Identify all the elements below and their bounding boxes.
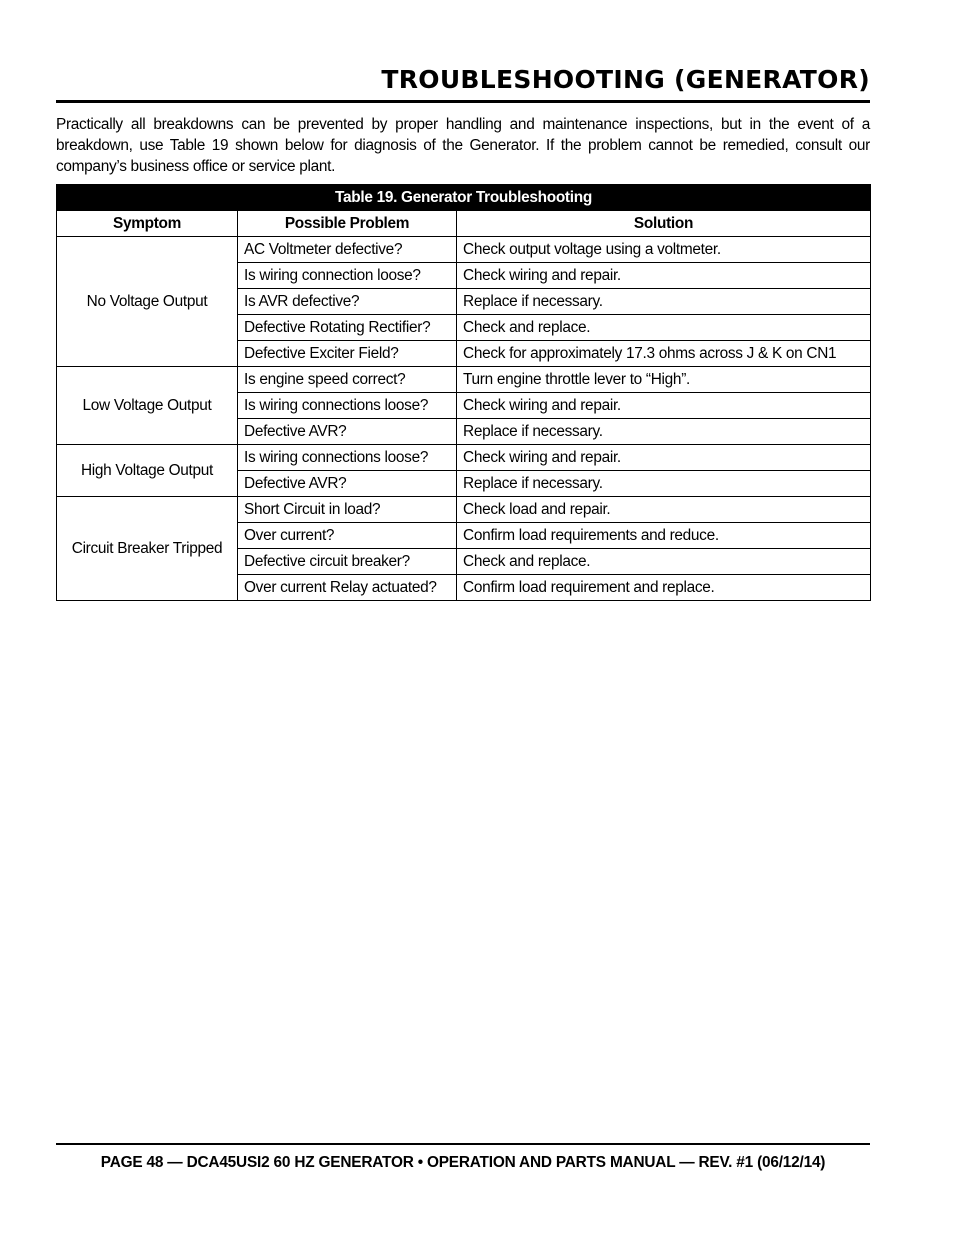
footer-divider bbox=[56, 1143, 870, 1145]
solution-cell: Replace if necessary. bbox=[457, 419, 871, 445]
header-solution: Solution bbox=[457, 211, 871, 237]
solution-cell: Replace if necessary. bbox=[457, 471, 871, 497]
possible-problem-cell: AC Voltmeter defective? bbox=[238, 237, 457, 263]
page-title: TROUBLESHOOTING (GENERATOR) bbox=[381, 65, 870, 94]
possible-problem-cell: Short Circuit in load? bbox=[238, 497, 457, 523]
solution-cell: Check load and repair. bbox=[457, 497, 871, 523]
solution-cell: Check wiring and repair. bbox=[457, 393, 871, 419]
possible-problem-cell: Over current? bbox=[238, 523, 457, 549]
solution-cell: Replace if necessary. bbox=[457, 289, 871, 315]
table-row bbox=[57, 497, 871, 523]
possible-problem-cell: Is wiring connections loose? bbox=[238, 393, 457, 419]
table-caption: Table 19. Generator Troubleshooting bbox=[57, 185, 871, 211]
solution-cell: Check and replace. bbox=[457, 549, 871, 575]
solution-cell: Check for approximately 17.3 ohms across J & K on CN1 bbox=[457, 341, 871, 367]
possible-problem-cell: Defective AVR? bbox=[238, 419, 457, 445]
solution-cell: Check wiring and repair. bbox=[457, 445, 871, 471]
solution-cell: Check output voltage using a voltmeter. bbox=[457, 237, 871, 263]
possible-problem-cell: Defective Exciter Field? bbox=[238, 341, 457, 367]
table-row bbox=[57, 445, 871, 471]
solution-cell: Confirm load requirement and replace. bbox=[457, 575, 871, 601]
solution-cell: Check wiring and repair. bbox=[457, 263, 871, 289]
header-symptom: Symptom bbox=[57, 211, 238, 237]
troubleshooting-table bbox=[56, 184, 871, 601]
intro-paragraph: Practically all breakdowns can be prevented by proper handling and maintenance inspections, but in the event of a breakdown, use Table 19 shown below for diagnosis of the Generator. If the problem cannot be remedied, consult our company’s business office or service plant. bbox=[56, 116, 870, 175]
possible-problem-cell: Is AVR defective? bbox=[238, 289, 457, 315]
symptom-cell: Circuit Breaker Tripped bbox=[57, 497, 238, 601]
possible-problem-cell: Defective circuit breaker? bbox=[238, 549, 457, 575]
title-divider bbox=[56, 100, 870, 103]
header-possible-problem: Possible Problem bbox=[238, 211, 457, 237]
solution-cell: Confirm load requirements and reduce. bbox=[457, 523, 871, 549]
symptom-cell: Low Voltage Output bbox=[57, 367, 238, 445]
table-caption-row bbox=[57, 185, 871, 211]
symptom-cell: No Voltage Output bbox=[57, 237, 238, 367]
possible-problem-cell: Over current Relay actuated? bbox=[238, 575, 457, 601]
table-row bbox=[57, 237, 871, 263]
possible-problem-cell: Defective AVR? bbox=[238, 471, 457, 497]
table-header-row bbox=[57, 211, 871, 237]
possible-problem-cell: Is wiring connections loose? bbox=[238, 445, 457, 471]
solution-cell: Turn engine throttle lever to “High”. bbox=[457, 367, 871, 393]
table-body bbox=[57, 237, 871, 601]
possible-problem-cell: Is engine speed correct? bbox=[238, 367, 457, 393]
possible-problem-cell: Is wiring connection loose? bbox=[238, 263, 457, 289]
solution-cell: Check and replace. bbox=[457, 315, 871, 341]
symptom-cell: High Voltage Output bbox=[57, 445, 238, 497]
page-footer: PAGE 48 — DCA45USI2 60 HZ GENERATOR • OPERATION AND PARTS MANUAL — REV. #1 (06/12/14) bbox=[100, 1154, 826, 1171]
table-row bbox=[57, 367, 871, 393]
possible-problem-cell: Defective Rotating Rectifier? bbox=[238, 315, 457, 341]
